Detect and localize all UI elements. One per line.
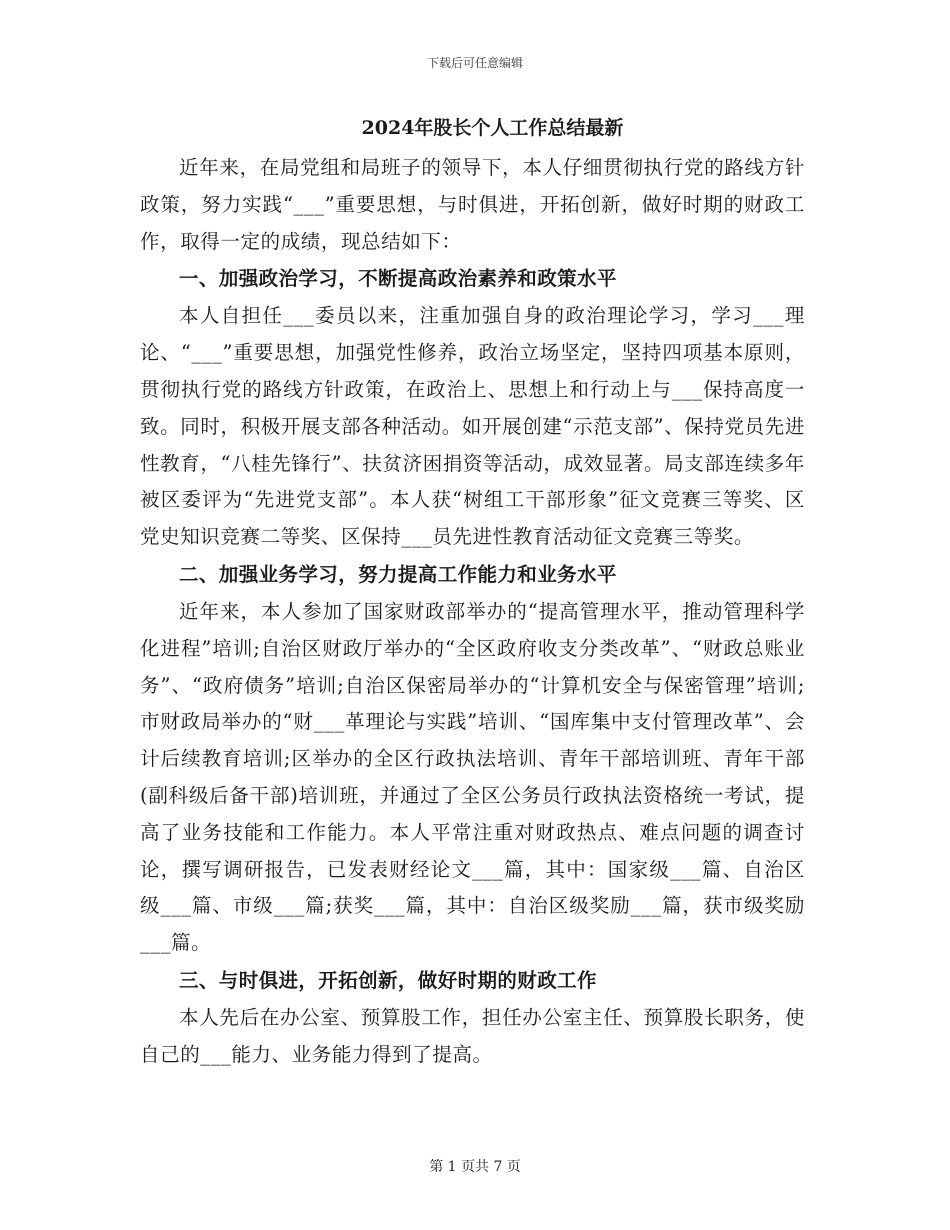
header-note: 下载后可任意编辑 xyxy=(426,56,523,70)
section-1-paragraph: 本人自担任___委员以来，注重加强自身的政治理论学习，学习___理论、“___”重要思想，加强党性修养，政治立场坚定，坚持四项基本原则，贯彻执行党的路线方针政策，在政治上、思想上和行动上与___保持高度一致。同时，积极开展支部各种活动。如开展创建“示范支部”、保持党员先进性教育，“八桂先锋行”、扶贫济困捐资等活动，成效显著。局支部连续多年被区委评为“先进党支部”。本人获“树组工干部形象”征文竞赛三等奖、区党史知识竞赛二等奖、区保持___员先进性教育活动征文竞赛三等奖。 xyxy=(140,304,805,549)
document-title: 2024年股长个人工作总结最新 xyxy=(361,117,624,139)
section-2-heading: 二、加强业务学习，努力提高工作能力和业务水平 xyxy=(179,562,617,586)
document-body xyxy=(140,112,805,1074)
page-footer: 第 1 页共 7 页 xyxy=(429,1159,521,1175)
section-3-paragraph: 本人先后在办公室、预算股工作，担任办公室主任、预算股长职务，使自己的___能力、业务能力得到了提高。 xyxy=(140,1005,805,1066)
intro-paragraph: 近年来，在局党组和局班子的领导下，本人仔细贯彻执行党的路线方针政策，努力实践“___”重要思想，与时俱进，开拓创新，做好时期的财政工作，取得一定的成绩，现总结如下： xyxy=(140,156,805,253)
section-1-heading: 一、加强政治学习，不断提高政治素养和政策水平 xyxy=(179,267,617,291)
section-2-paragraph: 近年来，本人参加了国家财政部举办的“提高管理水平，推动管理科学化进程”培训;自治区财政厅举办的“全区政府收支分类改革”、“财政总账业务”、“政府债务”培训;自治区保密局举办的“计算机安全与保密管理”培训;市财政局举办的“财___革理论与实践”培训、“国库集中支付管理改革”、会计后续教育培训;区举办的全区行政执法培训、青年干部培训班、青年干部(副科级后备干部)培训班，并通过了全区公务员行政执法资格统一考试，提高了业务技能和工作能力。本人平常注重对财政热点、难点问题的调查讨论，撰写调研报告，已发表财经论文___篇，其中：国家级___篇、自治区级___篇、市级___篇;获奖___篇，其中：自治区级奖励___篇，获市级奖励___篇。 xyxy=(140,599,805,955)
section-3-heading: 三、与时俱进，开拓创新，做好时期的财政工作 xyxy=(179,968,597,992)
